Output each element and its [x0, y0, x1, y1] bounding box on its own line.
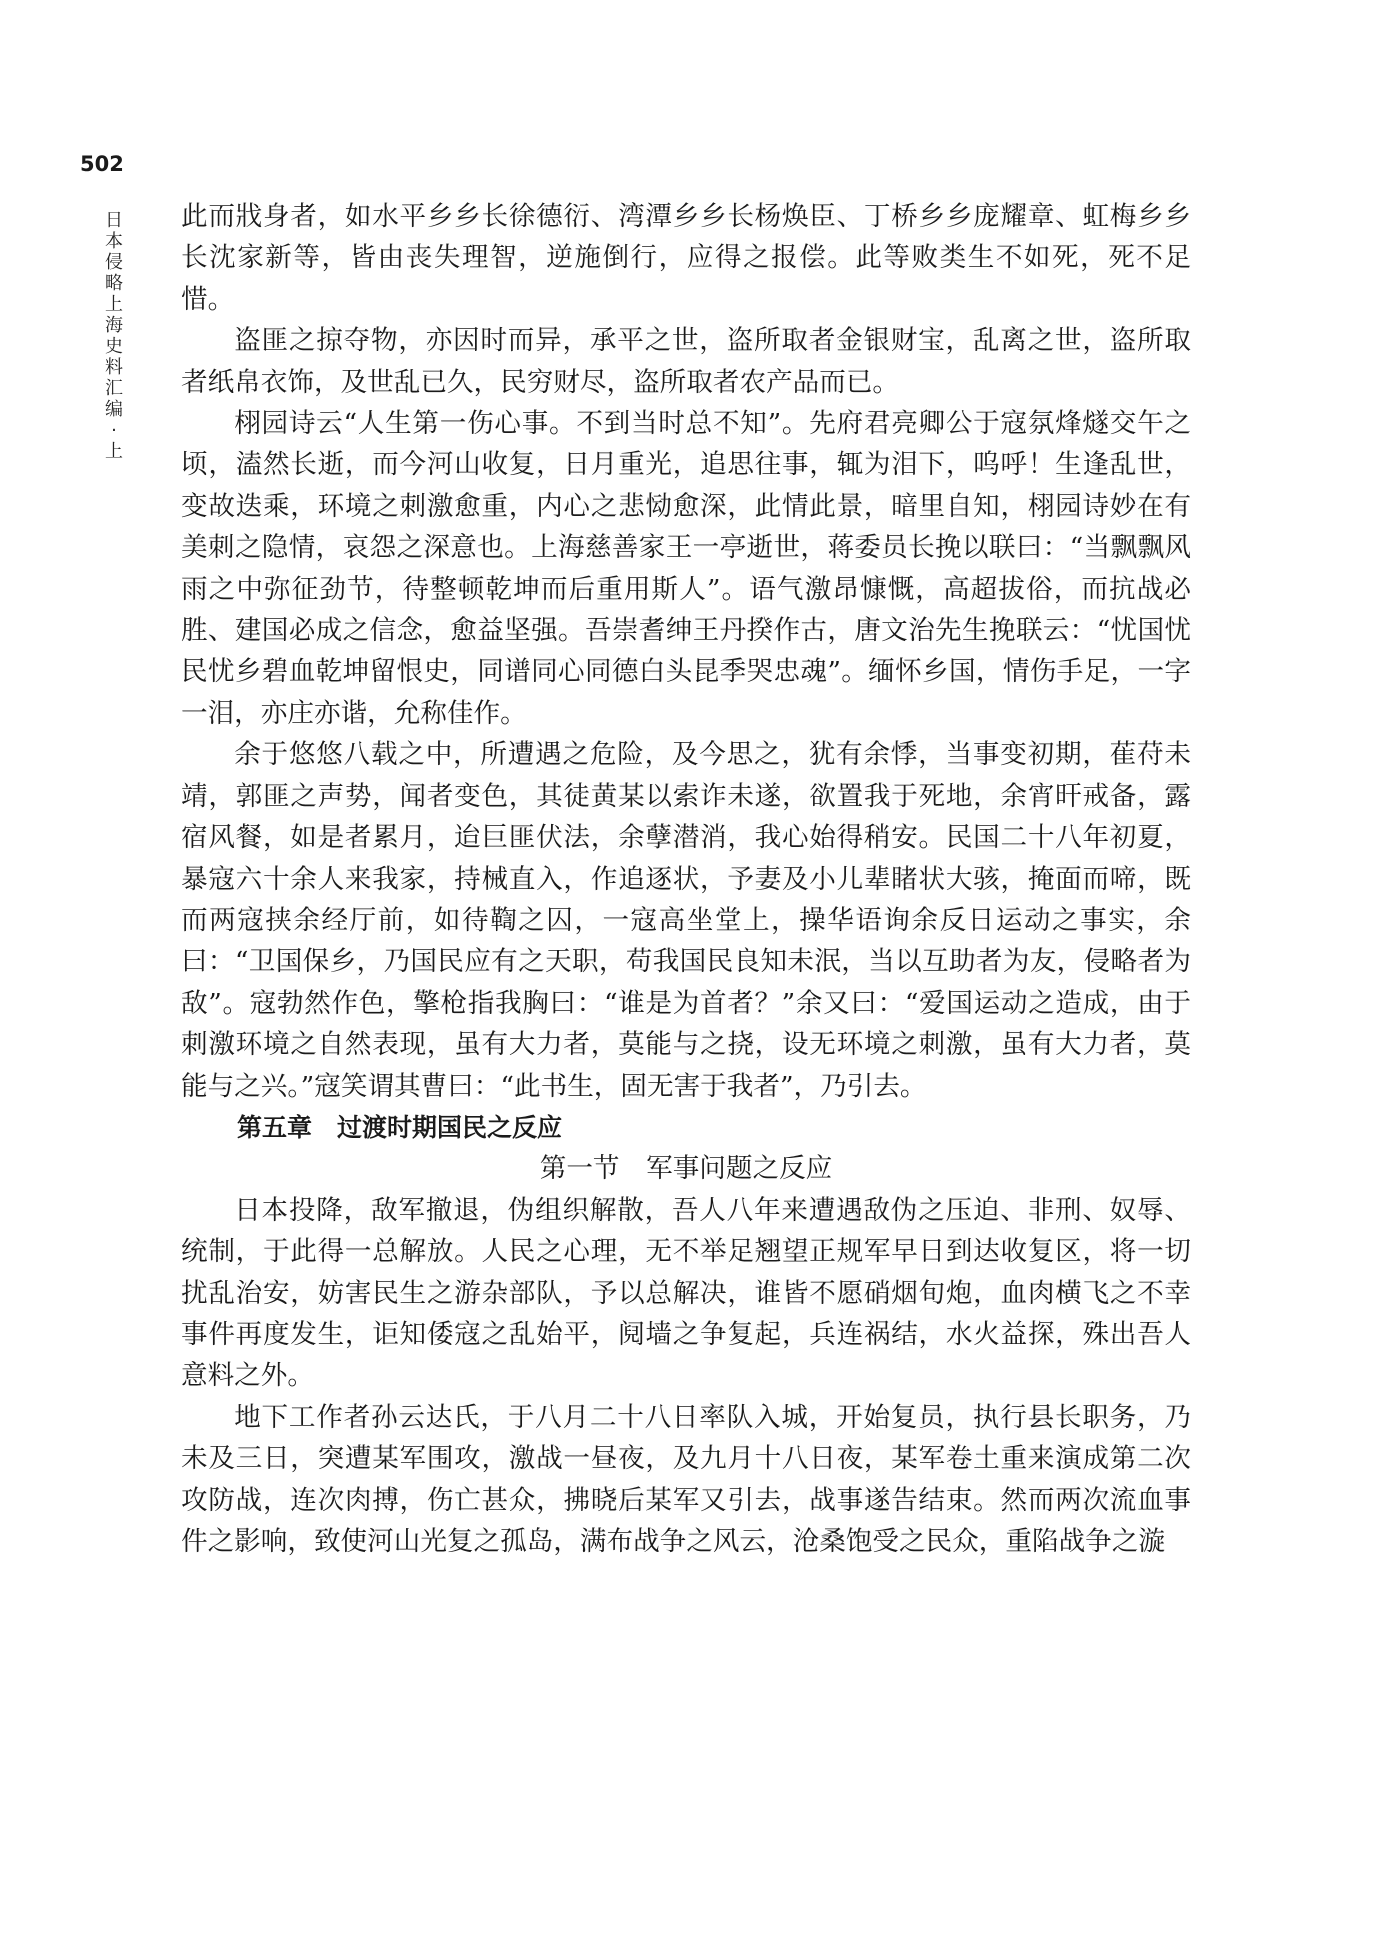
- paragraph: 日本投降，敌军撤退，伪组织解散，吾人八年来遭遇敌伪之压迫、非刑、奴辱、统制，于此得一总解放。人民之心理，无不举足翘望正规军早日到达收复区，将一切扰乱治安，妨害民生之游杂部队，予以总解决，谁皆不愿硝烟旬炮，血肉横飞之不幸事件再度发生，讵知倭寇之乱始平，阋墙之争复起，兵连祸结，水火益探，殊出吾人意料之外。: [181, 1194, 1191, 1392]
- paragraph: 余于悠悠八载之中，所遭遇之危险，及今思之，犹有余悸，当事变初期，萑苻未靖，郭匪之声势，闻者变色，其徒黄某以索诈未遂，欲置我于死地，余宵旰戒备，露宿风餐，如是者累月，迨巨匪伏法，余孽潜消，我心始得稍安。民国二十八年初夏，暴寇六十余人来我家，持械直入，作追逐状，予妻及小儿辈睹状大骇，掩面而啼，既而两寇挟余经厅前，如待鞫之囚，一寇高坐堂上，操华语询余反日运动之事实，余曰：“卫国保乡，乃国民应有之天职，苟我国民良知未泯，当以互助者为友，侵略者为敌”。寇勃然作色，擎枪指我胸曰：“谁是为首者？”余又曰：“爱国运动之造成，由于刺激环境之自然表现，虽有大力者，莫能与之挠，设无环境之刺激，虽有大力者，莫能与之兴。”寇笑谓其曹曰：“此书生，固无害于我者”，乃引去。: [181, 739, 1191, 1102]
- section-heading: 第一节 军事问题之反应: [539, 1153, 833, 1185]
- running-head: 日本侵略上海史料汇编·上: [105, 210, 123, 462]
- page-number: 502: [80, 152, 124, 176]
- paragraph: 地下工作者孙云达氏，于八月二十八日率队入城，开始复员，执行县长职务，乃未及三日，突遭某军围攻，激战一昼夜，及九月十八日夜，某军卷土重来演成第二次攻防战，连次肉搏，伤亡甚众，拂晓后某军又引去，战事遂告结束。然而两次流血事件之影响，致使河山光复之孤岛，满布战争之风云，沧桑饱受之民众，重陷战争之漩: [181, 1401, 1191, 1557]
- paragraph: 栩园诗云“人生第一伤心事。不到当时总不知”。先府君亮卿公于寇氛烽燧交午之顷，溘然长逝，而今河山收复，日月重光，追思往事，辄为泪下，呜呼！生逢乱世，变故迭乘，环境之刺激愈重，内心之悲恸愈深，此情此景，暗里自知，栩园诗妙在有美刺之隐情，哀怨之深意也。上海慈善家王一亭逝世，蒋委员长挽以联曰：“当飘飘风雨之中弥征劲节，待整顿乾坤而后重用斯人”。语气激昂慷慨，高超拔俗，而抗战必胜、建国必成之信念，愈益坚强。吾崇耆绅王丹揆作古，唐文治先生挽联云：“忧国忧民忧乡碧血乾坤留恨史，同谱同心同德白头昆季哭忠魂”。缅怀乡国，情伤手足，一字一泪，亦庄亦谐，允称佳作。: [181, 408, 1191, 729]
- paragraph-continued: 此而戕身者，如水平乡乡长徐德衍、湾潭乡乡长杨焕臣、丁桥乡乡庞耀章、虹梅乡乡长沈家新等，皆由丧失理智，逆施倒行，应得之报偿。此等败类生不如死，死不足惜。: [181, 201, 1191, 315]
- paragraph: 盗匪之掠夺物，亦因时而异，承平之世，盗所取者金银财宝，乱离之世，盗所取者纸帛衣饰，及世乱已久，民穷财尽，盗所取者农产品而已。: [181, 325, 1191, 398]
- chapter-heading: 第五章 过渡时期国民之反应: [237, 1112, 563, 1142]
- body-text: [181, 196, 1191, 1562]
